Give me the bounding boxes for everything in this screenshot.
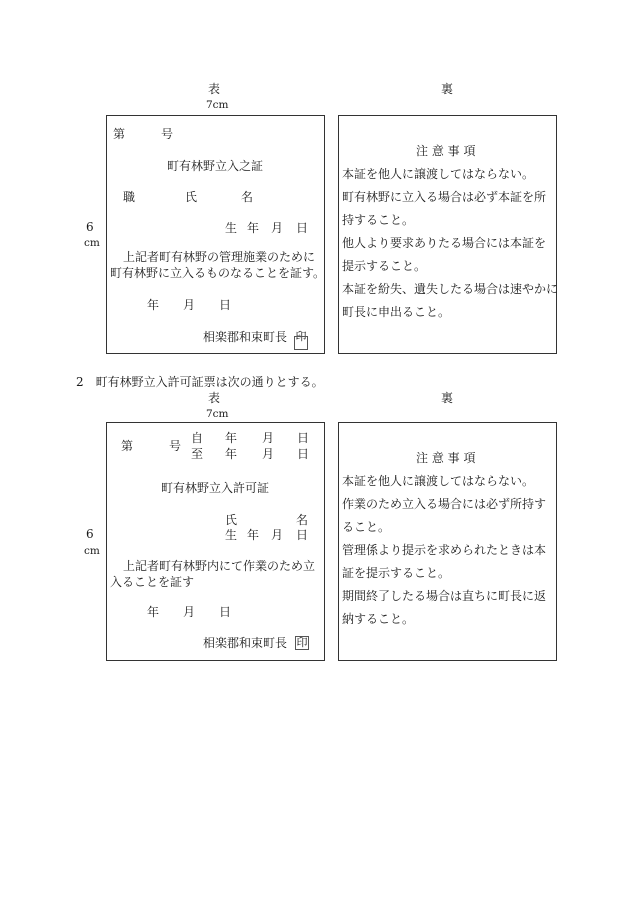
width-label: 7cm	[206, 99, 229, 111]
number-label: 第	[113, 127, 126, 141]
to-month: 月	[262, 447, 275, 461]
back-card	[338, 422, 557, 661]
date-year: 年	[147, 298, 160, 312]
from-year: 年	[225, 431, 238, 445]
birth-year: 年	[247, 221, 260, 235]
seal-char: 印	[295, 330, 307, 343]
notes-heading: 注 意 事 項	[416, 144, 476, 158]
number-suffix: 号	[161, 127, 174, 141]
card-title: 町有林野立入之証	[167, 159, 264, 173]
note-line: ること。	[342, 520, 391, 534]
name-label-2: 名	[296, 513, 309, 527]
back-label: 裏	[441, 391, 454, 405]
to-year: 年	[225, 447, 238, 461]
birth-month: 月	[271, 221, 284, 235]
back-card	[338, 115, 557, 354]
front-label: 表	[208, 391, 221, 405]
note-line: 本証を他人に譲渡してはならない。	[342, 167, 535, 181]
note-line: 本証を他人に譲渡してはならない。	[342, 474, 535, 488]
date-day: 日	[219, 605, 232, 619]
issuer: 相楽郡和束町長	[203, 636, 288, 650]
seal-box	[295, 636, 309, 650]
height-label-unit: cm	[84, 545, 100, 557]
date-year: 年	[147, 605, 160, 619]
note-line: 作業のため立入る場合には必ず所持す	[342, 497, 547, 511]
note-line: 本証を紛失、遺失したる場合は速やかに	[342, 282, 559, 296]
from-day: 日	[297, 431, 310, 445]
name-label-2: 名	[241, 190, 254, 204]
date-month: 月	[183, 605, 196, 619]
note-line: 町有林野に立入る場合は必ず本証を所	[342, 190, 547, 204]
position-label: 職	[123, 190, 136, 204]
section-intro: 2 町有林野立入許可証票は次の通りとする。	[76, 375, 324, 389]
to-day: 日	[297, 447, 310, 461]
front-label: 表	[208, 82, 221, 96]
width-label: 7cm	[206, 408, 229, 420]
issuer: 相楽郡和束町長	[203, 330, 288, 344]
height-label-num: 6	[86, 220, 94, 234]
note-line: 他人より要求ありたる場合には本証を	[342, 236, 547, 250]
birth-sei: 生	[225, 221, 238, 235]
note-line: 町長に申出ること。	[342, 305, 451, 319]
note-line: 提示すること。	[342, 259, 427, 273]
body-line-1: 上記者町有林野内にて作業のため立	[123, 559, 316, 573]
date-month: 月	[183, 298, 196, 312]
seal-char: 印	[296, 636, 308, 649]
number-suffix: 号	[169, 439, 182, 453]
birth-month: 月	[271, 528, 284, 542]
birth-year: 年	[247, 528, 260, 542]
body-line-1: 上記者町有林野の管理施業のために	[123, 250, 316, 264]
note-line: 納すること。	[342, 612, 415, 626]
front-card	[106, 422, 325, 661]
seal-box	[294, 336, 308, 350]
from-month: 月	[262, 431, 275, 445]
number-label: 第	[121, 439, 134, 453]
back-label: 裏	[441, 82, 454, 96]
name-label: 氏	[225, 513, 238, 527]
height-label-num: 6	[86, 527, 94, 541]
date-day: 日	[219, 298, 232, 312]
body-line-2: 入ることを証す	[110, 575, 195, 589]
note-line: 証を提示すること。	[342, 566, 451, 580]
from-label: 自	[191, 431, 204, 445]
birth-day: 日	[296, 528, 309, 542]
note-line: 期間終了したる場合は直ちに町長に返	[342, 589, 547, 603]
birth-day: 日	[296, 221, 309, 235]
body-line-2: 町有林野に立入るものなることを証す。	[110, 266, 326, 280]
birth-sei: 生	[225, 528, 238, 542]
height-label-unit: cm	[84, 237, 100, 249]
note-line: 持すること。	[342, 213, 415, 227]
name-label: 氏	[185, 190, 198, 204]
notes-heading: 注 意 事 項	[416, 451, 476, 465]
front-card	[106, 115, 325, 354]
to-label: 至	[191, 447, 204, 461]
note-line: 管理係より提示を求められたときは本	[342, 543, 547, 557]
card-title: 町有林野立入許可証	[161, 481, 270, 495]
